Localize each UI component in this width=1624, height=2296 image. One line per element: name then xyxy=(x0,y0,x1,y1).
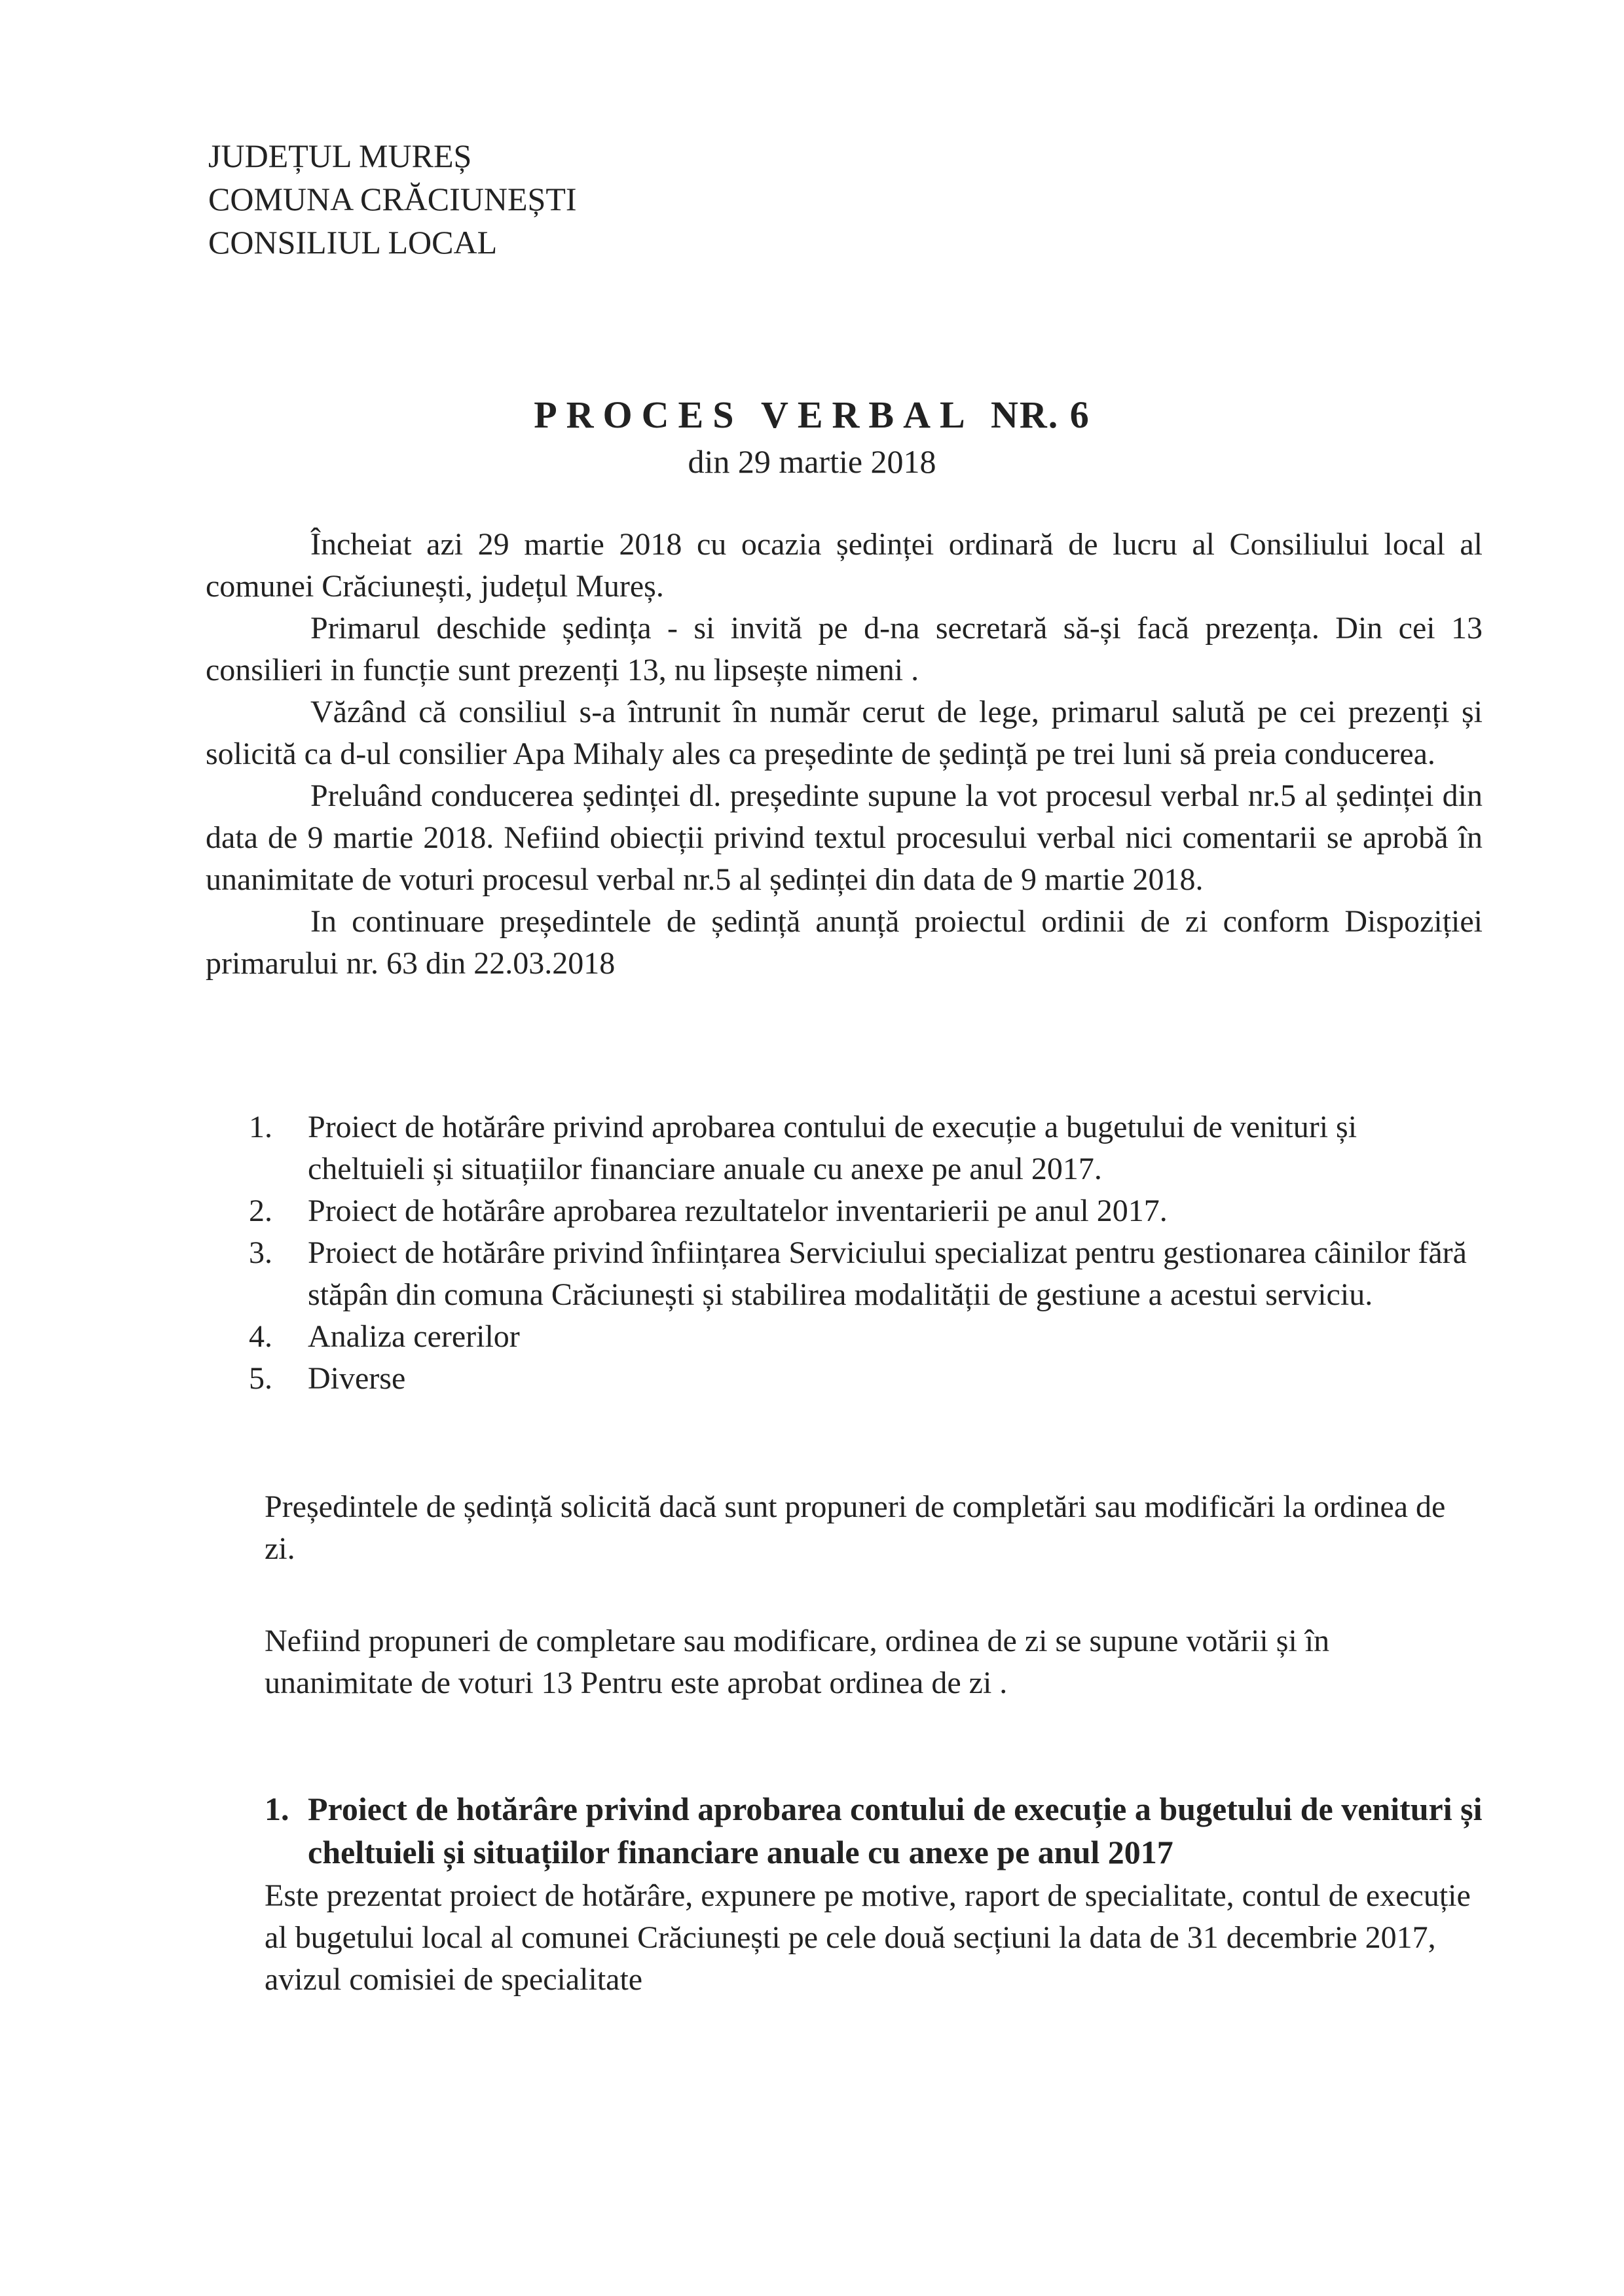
paragraph: In continuare președintele de ședință anunță proiectul ordinii de zi conform Dispoziției primarului nr. 63 din 22.03.2018 xyxy=(206,904,1483,981)
council-line: CONSILIUL LOCAL xyxy=(208,224,498,261)
title-number: NR. 6 xyxy=(990,393,1090,436)
document-title xyxy=(0,393,1624,437)
county-line: JUDEȚUL MUREȘ xyxy=(208,137,472,174)
agenda-text: Proiect de hotărâre aprobarea rezultatelor inventarierii pe anul 2017. xyxy=(308,1194,1168,1228)
agenda-text: Diverse xyxy=(308,1361,406,1396)
section-heading xyxy=(265,1787,1483,1874)
agenda-number: 5. xyxy=(249,1361,272,1396)
agenda-list xyxy=(249,1106,1480,1400)
amendments-paragraph: Președintele de ședință solicită dacă sunt propuneri de completări sau modificări la ordinea de zi. xyxy=(265,1489,1446,1566)
agenda-item xyxy=(249,1316,1480,1358)
agenda-vote-paragraph: Nefiind propuneri de completare sau modificare, ordinea de zi se supune votării și în unanimitate de voturi 13 Pentru este aprobat ordinea de zi . xyxy=(265,1624,1330,1700)
paragraph: Văzând că consiliul s-a întrunit în număr cerut de lege, primarul salută pe cei prezenți și solicită ca d-ul consilier Apa Mihaly ales ca președinte de ședință pe trei luni să preia conducerea. xyxy=(206,695,1483,771)
agenda-item xyxy=(249,1358,1480,1400)
agenda-item xyxy=(249,1106,1480,1190)
agenda-text: Proiect de hotărâre privind aprobarea contului de execuție a bugetului de venituri și cheltuieli și situațiilor financiare anuale cu anexe pe anul 2017. xyxy=(308,1110,1357,1186)
section-number: 1. xyxy=(265,1791,289,1827)
intro-paragraphs xyxy=(206,524,1483,985)
section-heading-item xyxy=(265,1787,1483,1874)
agenda-number: 4. xyxy=(249,1319,272,1354)
title-main: PROCES VERBAL xyxy=(534,393,972,436)
agenda-text: Analiza cererilor xyxy=(308,1319,520,1354)
paragraph: Încheiat azi 29 martie 2018 cu ocazia ședinței ordinară de lucru al Consiliului local al comunei Crăciunești, județul Mureș. xyxy=(206,527,1483,604)
agenda-item xyxy=(249,1190,1480,1232)
section-title: Proiect de hotărâre privind aprobarea contului de execuție a bugetului de venituri și cheltuieli și situațiilor financiare anuale cu anexe pe anul 2017 xyxy=(308,1791,1483,1870)
section-text: Este prezentat proiect de hotărâre, expunere pe motive, raport de specialitate, contul de execuție al bugetului local al comunei Crăciunești pe cele două secțiuni la data de 31 decembrie 2017, avizul comisiei de specialitate xyxy=(265,1878,1471,1997)
issuer-header xyxy=(208,134,577,264)
paragraph: Primarul deschide ședința - si invită pe d-na secretară să-și facă prezența. Din cei 13 consilieri in funcție sunt prezenți 13, nu lipsește nimeni . xyxy=(206,611,1483,687)
agenda-text: Proiect de hotărâre privind înființarea Serviciului specializat pentru gestionarea câinilor fără stăpân din comuna Crăciunești și stabilirea modalității de gestiune a acestui serviciu. xyxy=(308,1235,1467,1312)
paragraph: Preluând conducerea ședinței dl. președinte supune la vot procesul verbal nr.5 al ședinței din data de 9 martie 2018. Nefiind obiecții privind textul procesului verbal nici comentarii se aprobă în unanimitate de voturi procesul verbal nr.5 al ședinței din data de 9 martie 2018. xyxy=(206,778,1483,897)
document-date: din 29 martie 2018 xyxy=(688,443,936,480)
agenda-item xyxy=(249,1232,1480,1316)
commune-line: COMUNA CRĂCIUNEȘTI xyxy=(208,181,577,217)
agenda-number: 3. xyxy=(249,1235,272,1270)
agenda-number: 2. xyxy=(249,1194,272,1228)
agenda-number: 1. xyxy=(249,1110,272,1144)
